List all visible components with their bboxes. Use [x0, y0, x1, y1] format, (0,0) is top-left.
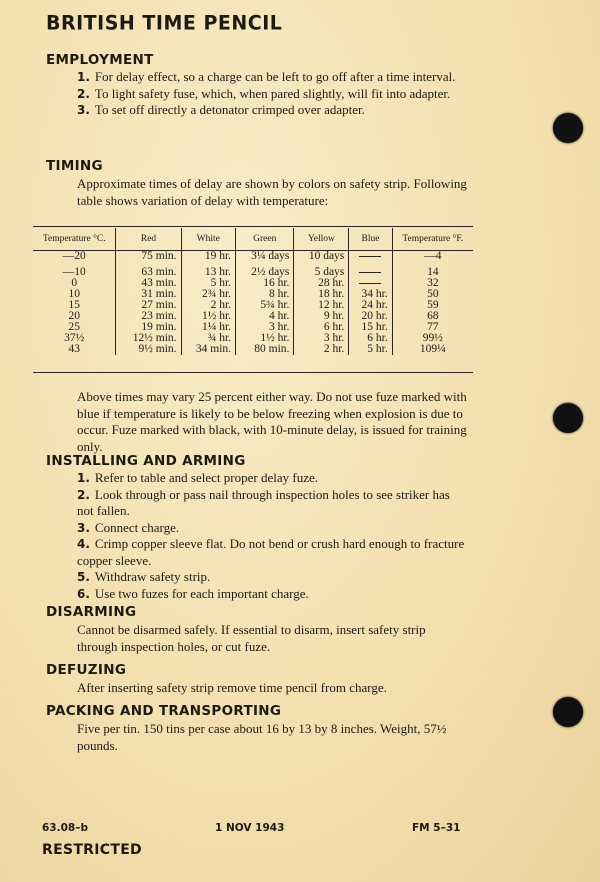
cell-green: 4 hr.	[236, 311, 294, 322]
cell-temp-f: 14	[427, 266, 439, 278]
cell-temp-c: 0	[33, 278, 116, 289]
cell-blue	[349, 251, 392, 263]
table-row	[33, 278, 473, 289]
defuzing-heading: DEFUZING	[46, 662, 127, 678]
cell-temp-c: 43	[33, 344, 116, 355]
installing-item-3	[77, 520, 467, 537]
item-text: For delay effect, so a charge can be left to go off after a time interval.	[94, 69, 456, 84]
table-row	[33, 251, 473, 263]
cell-yellow: 2 hr.	[294, 344, 349, 355]
cell-temp-c: 37½	[33, 333, 116, 344]
cell-yellow: 3 hr.	[294, 333, 349, 344]
timing-intro: Approximate times of delay are shown by colors on safety strip. Following table shows variation of delay with temperature:	[77, 176, 467, 208]
cell-yellow: 9 hr.	[294, 311, 349, 322]
cell-temp-c: 25	[33, 322, 116, 333]
timing-note: Above times may vary 25 percent either way. Do not use fuze marked with blue if temperature is likely to be below freezing when explosion is due to occur. Fuze marked with black, with 10-minute delay, is issued for training only.	[77, 389, 467, 454]
employment-item-3	[77, 102, 467, 119]
cell-temp-f: 68	[427, 310, 439, 322]
item-number: 5.	[77, 570, 90, 584]
header-yellow: Yellow	[294, 228, 349, 251]
item-text: Connect charge.	[94, 519, 180, 535]
item-number: 6.	[77, 586, 90, 601]
disarming-heading: DISARMING	[46, 604, 137, 620]
disarming-text: Cannot be disarmed safely. If essential to disarm, insert safety strip through inspection holes, or cut fuze.	[77, 622, 426, 654]
installing-item-4	[77, 536, 467, 569]
cell-blue: 20 hr.	[349, 311, 392, 322]
binder-hole-3	[553, 697, 583, 727]
table-row	[33, 262, 473, 278]
table-top-rule	[33, 226, 473, 227]
item-text: Refer to table and select proper delay fuze.	[94, 470, 318, 485]
item-text: To light safety fuse, which, when pared slightly, will fit into adapter.	[94, 85, 451, 101]
header-blue: Blue	[349, 228, 392, 251]
table-bottom-rule	[33, 372, 473, 373]
item-number: 1.	[77, 471, 90, 485]
cell-temp-f: 77	[427, 321, 439, 333]
defuzing-text: After inserting safety strip remove time pencil from charge.	[77, 680, 387, 695]
cell-green: 3 hr.	[236, 322, 294, 333]
footer-code: 63.08–b	[42, 822, 88, 834]
cell-yellow: 18 hr.	[294, 289, 349, 300]
header-temp-f: Temperature °F.	[392, 228, 473, 251]
cell-green: 80 min.	[236, 344, 294, 355]
binder-hole-1	[553, 113, 583, 143]
timing-heading: TIMING	[46, 158, 103, 174]
item-text: Withdraw safety strip.	[94, 569, 211, 584]
cell-red: 31 min.	[116, 289, 181, 300]
installing-heading: INSTALLING AND ARMING	[46, 453, 246, 469]
employment-heading: EMPLOYMENT	[46, 52, 154, 68]
installing-item-5	[77, 569, 467, 586]
employment-item-2	[77, 86, 467, 103]
cell-red: 9½ min.	[116, 344, 181, 355]
item-text: Use two fuzes for each important charge.	[94, 585, 309, 601]
cell-blue: 34 hr.	[349, 289, 392, 300]
item-number: 3.	[77, 520, 90, 535]
cell-temp-f: —4	[424, 250, 442, 262]
packing-heading: PACKING AND TRANSPORTING	[46, 703, 282, 719]
cell-yellow: 5 days	[294, 262, 349, 278]
cell-red: 75 min.	[116, 251, 181, 263]
table-header-row	[33, 228, 473, 251]
item-text: Look through or pass nail through inspection holes to see striker has not fallen.	[77, 486, 450, 518]
cell-red: 19 min.	[116, 322, 181, 333]
cell-white: 2 hr.	[181, 300, 235, 311]
blank-dash	[359, 283, 381, 284]
restricted-label: RESTRICTED	[42, 842, 142, 858]
cell-green: 1½ hr.	[236, 333, 294, 344]
page-title: BRITISH TIME PENCIL	[46, 11, 283, 35]
cell-green: 3¼ days	[236, 251, 294, 263]
footer-date: 1 NOV 1943	[215, 822, 285, 834]
cell-white: ¾ hr.	[181, 333, 235, 344]
installing-item-1	[77, 470, 467, 487]
cell-yellow: 28 hr.	[294, 278, 349, 289]
item-number: 2.	[77, 487, 90, 502]
installing-item-6	[77, 586, 467, 603]
cell-white: 13 hr.	[181, 262, 235, 278]
header-red: Red	[116, 228, 181, 251]
cell-red: 63 min.	[116, 262, 181, 278]
employment-list	[77, 69, 467, 119]
cell-blue: 5 hr.	[349, 344, 392, 355]
item-number: 2.	[77, 86, 90, 101]
blank-dash	[359, 256, 381, 257]
item-text: To set off directly a detonator crimped over adapter.	[94, 102, 365, 117]
cell-red: 27 min.	[116, 300, 181, 311]
footer-manual: FM 5–31	[412, 822, 461, 834]
cell-white: 34 min.	[181, 344, 235, 355]
blank-dash	[359, 272, 381, 273]
cell-white: 5 hr.	[181, 278, 235, 289]
cell-temp-c: —10	[33, 262, 116, 278]
table-row	[33, 311, 473, 322]
cell-white: 1¼ hr.	[181, 322, 235, 333]
item-number: 4.	[77, 537, 90, 551]
cell-temp-f: 59	[427, 299, 439, 311]
table-row	[33, 322, 473, 333]
item-number: 1.	[77, 70, 90, 84]
cell-white: 2¾ hr.	[181, 289, 235, 300]
cell-temp-f: 109¼	[419, 343, 446, 355]
packing-text: Five per tin. 150 tins per case about 16 by 13 by 8 inches. Weight, 57½ pounds.	[77, 721, 447, 753]
cell-green: 16 hr.	[236, 278, 294, 289]
cell-green: 5¾ hr.	[236, 300, 294, 311]
cell-temp-f: 50	[427, 288, 439, 300]
item-number: 3.	[77, 103, 90, 117]
cell-white: 19 hr.	[181, 251, 235, 263]
header-temp-c: Temperature °C.	[33, 228, 116, 251]
binder-hole-2	[553, 403, 583, 433]
cell-blue: 6 hr.	[349, 333, 392, 344]
installing-list	[77, 470, 467, 602]
cell-temp-c: 15	[33, 300, 116, 311]
installing-item-2	[77, 487, 467, 520]
cell-red: 12½ min.	[116, 333, 181, 344]
cell-yellow: 12 hr.	[294, 300, 349, 311]
cell-red: 23 min.	[116, 311, 181, 322]
delay-table	[33, 228, 473, 355]
cell-temp-c: 20	[33, 311, 116, 322]
cell-green: 2½ days	[236, 262, 294, 278]
cell-blue	[349, 262, 392, 278]
item-text: Crimp copper sleeve flat. Do not bend or crush hard enough to fracture copper sleeve.	[77, 536, 465, 568]
cell-temp-c: —20	[33, 251, 116, 263]
cell-blue: 15 hr.	[349, 322, 392, 333]
cell-yellow: 10 days	[294, 251, 349, 263]
header-white: White	[181, 228, 235, 251]
cell-white: 1½ hr.	[181, 311, 235, 322]
cell-temp-f: 99½	[422, 332, 443, 344]
header-green: Green	[236, 228, 294, 251]
table-row	[33, 344, 473, 355]
cell-yellow: 6 hr.	[294, 322, 349, 333]
cell-blue: 24 hr.	[349, 300, 392, 311]
cell-green: 8 hr.	[236, 289, 294, 300]
table-row	[33, 333, 473, 344]
cell-temp-c: 10	[33, 289, 116, 300]
table-row	[33, 300, 473, 311]
cell-red: 43 min.	[116, 278, 181, 289]
table-row	[33, 289, 473, 300]
employment-item-1	[77, 69, 467, 86]
cell-temp-f: 32	[427, 277, 439, 289]
